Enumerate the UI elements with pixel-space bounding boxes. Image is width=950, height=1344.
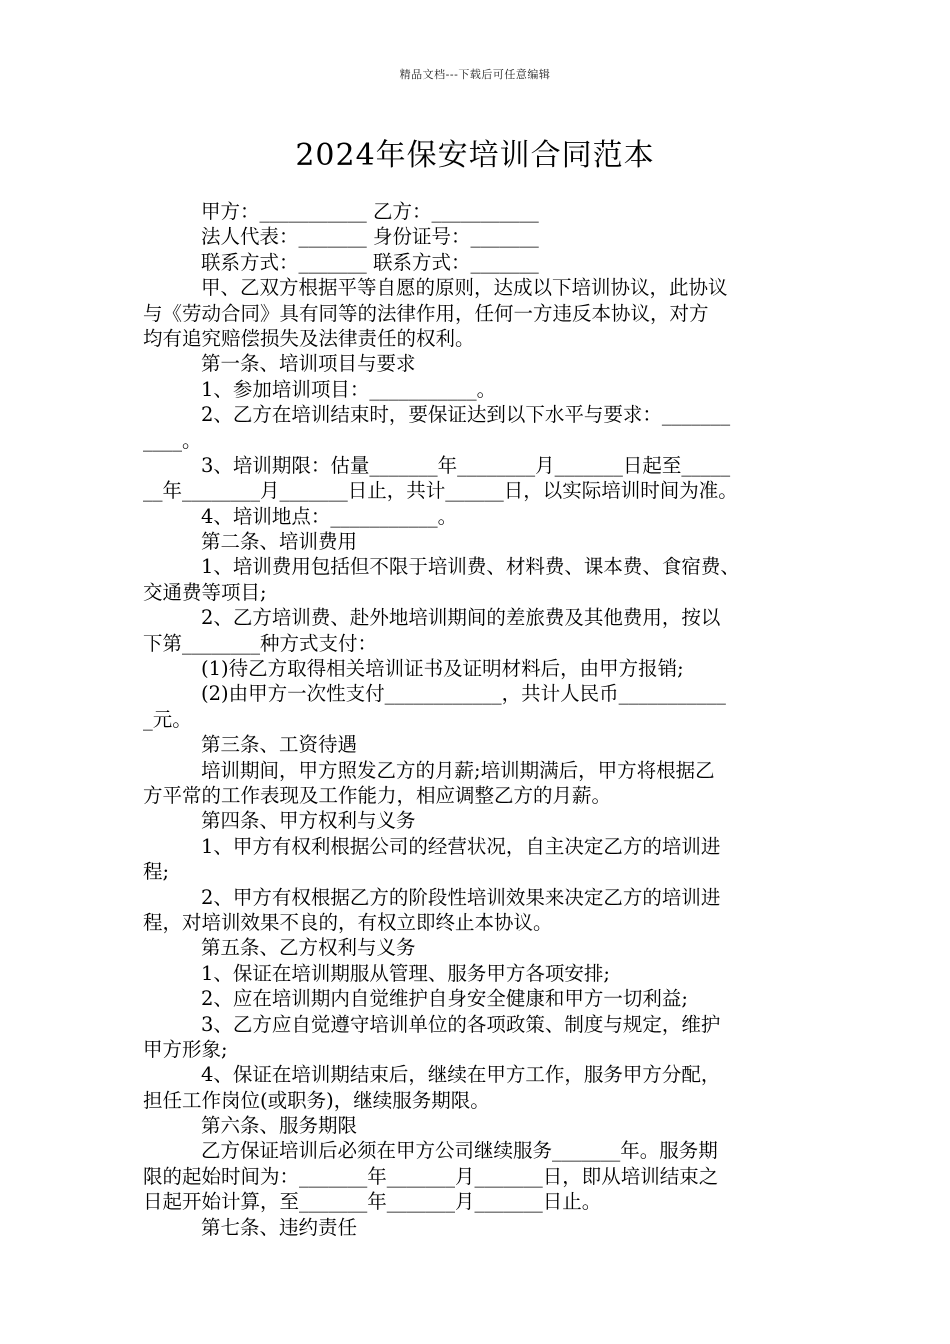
page-header: 精品文档---下载后可任意编辑 <box>399 68 551 81</box>
clause-line: 2、乙方培训费、赴外地培训期间的差旅费及其他费用，按以 <box>201 606 721 630</box>
party-names-line: 甲方：___________ 乙方：___________ <box>201 200 539 223</box>
article-heading-1: 第一条、培训项目与要求 <box>201 352 416 376</box>
clause-line: 1、培训费用包括但不限于培训费、材料费、课本费、食宿费、 <box>201 555 740 579</box>
article-heading-2: 第二条、培训费用 <box>201 530 358 554</box>
clause-line: _元。 <box>143 707 192 731</box>
clause-line: 2、应在培训期内自觉维护自身安全健康和甲方一切利益; <box>201 987 688 1011</box>
clause-line: ____。 <box>143 428 202 452</box>
clause-line: 3、乙方应自觉遵守培训单位的各项政策、制度与规定，维护 <box>201 1012 721 1036</box>
preamble-line: 与《劳动合同》具有同等的法律作用，任何一方违反本协议，对方 <box>143 301 709 325</box>
clause-line: 2、乙方在培训结束时，要保证达到以下水平与要求：_______ <box>201 403 731 427</box>
clause-line: 4、保证在培训期结束后，继续在甲方工作，服务甲方分配， <box>201 1063 721 1087</box>
legal-rep-line: 法人代表：_______ 身份证号：_______ <box>201 225 539 249</box>
clause-line: 甲方形象; <box>143 1037 228 1061</box>
clause-line: 方平常的工作表现及工作能力，相应调整乙方的月薪。 <box>143 783 612 807</box>
clause-line: 3、培训期限：估量_______年________月_______日起至_____ <box>201 453 731 477</box>
article-heading-5: 第五条、乙方权利与义务 <box>201 936 416 960</box>
clause-line: (1)待乙方取得相关培训证书及证明材料后，由甲方报销; <box>201 657 684 681</box>
document-body <box>143 199 819 1240</box>
clause-line: 2、甲方有权根据乙方的阶段性培训效果来决定乙方的培训进 <box>201 885 721 909</box>
contact-line: 联系方式：_______ 联系方式：_______ <box>201 250 539 274</box>
clause-line: 1、参加培训项目：___________。 <box>201 377 497 401</box>
clause-line: 下第________种方式支付： <box>143 631 378 655</box>
clause-line: 培训期间，甲方照发乙方的月薪;培训期满后，甲方将根据乙 <box>201 758 715 782</box>
article-heading-4: 第四条、甲方权利与义务 <box>201 809 416 833</box>
clause-line: 限的起始时间为：_______年_______月_______日，即从培训结束之 <box>143 1164 719 1188</box>
clause-line: 1、保证在培训期服从管理、服务甲方各项安排; <box>201 961 610 985</box>
preamble-line: 甲、乙双方根据平等自愿的原则，达成以下培训协议，此协议 <box>201 276 728 300</box>
clause-line: __年________月_______日止，共计______日，以实际培训时间为准。 <box>143 479 738 503</box>
clause-line: 程; <box>143 860 170 884</box>
article-heading-6: 第六条、服务期限 <box>201 1114 358 1138</box>
clause-line: (2)由甲方一次性支付____________，共计人民币___________ <box>201 682 726 706</box>
clause-line: 担任工作岗位(或职务)，继续服务期限。 <box>143 1088 490 1112</box>
clause-line: 乙方保证培训后必须在甲方公司继续服务_______年。服务期 <box>201 1139 718 1163</box>
clause-line: 1、甲方有权利根据公司的经营状况，自主决定乙方的培训进 <box>201 834 721 858</box>
document-title: 2024年保安培训合同范本 <box>295 138 655 173</box>
preamble-line: 均有追究赔偿损失及法律责任的权利。 <box>143 326 475 350</box>
clause-line: 交通费等项目; <box>143 580 267 604</box>
clause-line: 日起开始计算，至_______年_______月_______日止。 <box>143 1190 602 1214</box>
clause-line: 程，对培训效果不良的，有权立即终止本协议。 <box>143 910 553 934</box>
article-heading-3: 第三条、工资待遇 <box>201 733 358 757</box>
clause-line: 4、培训地点：___________。 <box>201 504 458 528</box>
article-heading-7: 第七条、违约责任 <box>201 1215 358 1239</box>
